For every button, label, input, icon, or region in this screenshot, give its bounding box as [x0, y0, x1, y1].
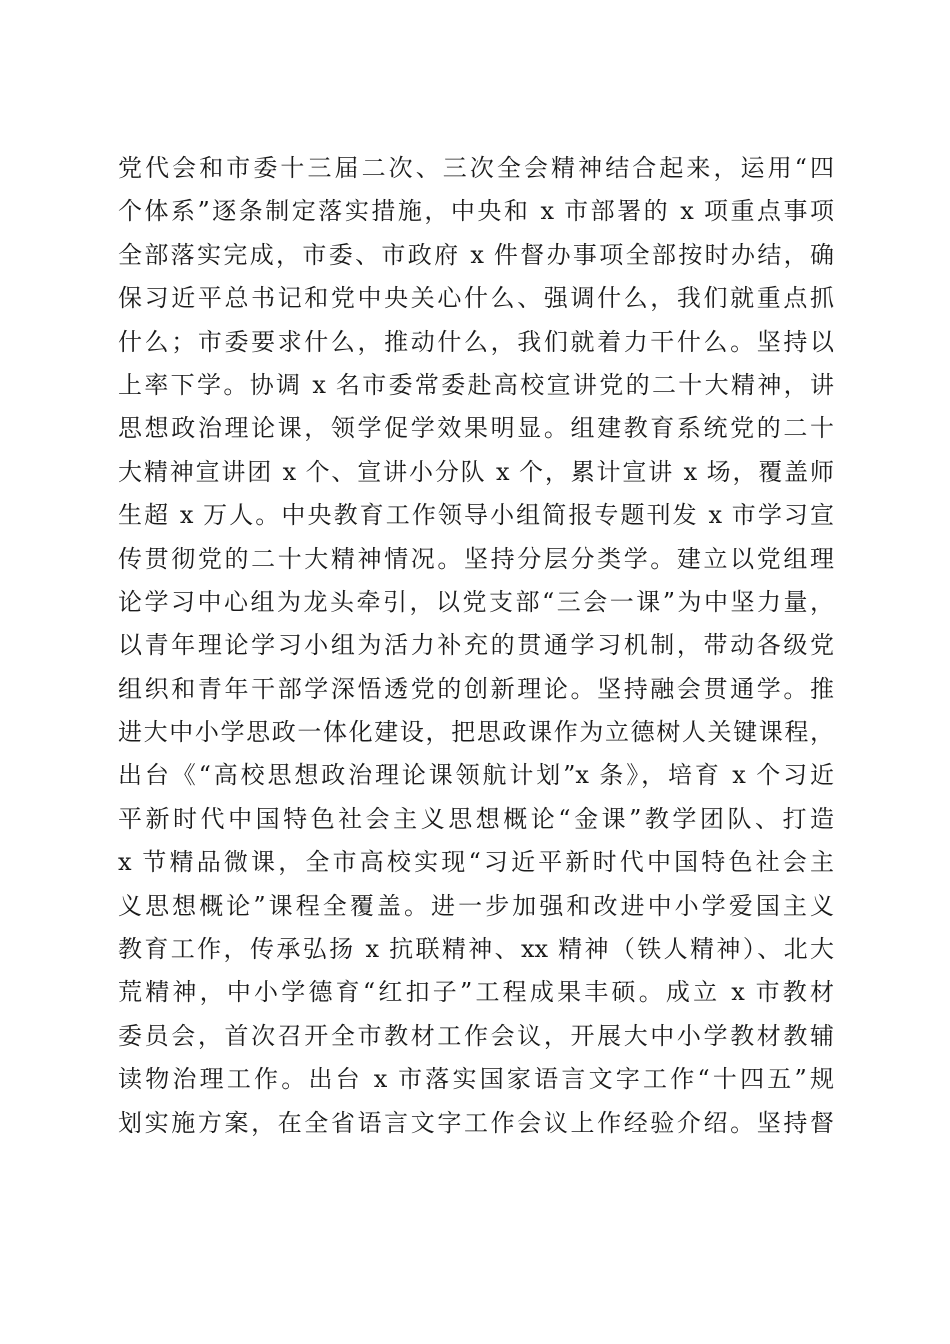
text-line: 全部落实完成，市委、市政府 x 件督办事项全部按时办结，确: [118, 240, 834, 269]
text-line: 传贯彻党的二十大精神情况。坚持分层分类学。建立以党组理: [118, 544, 834, 573]
text-line: 大精神宣讲团 x 个、宣讲小分队 x 个，累计宣讲 x 场，覆盖师: [118, 457, 834, 486]
text-line: 生超 x 万人。中央教育工作领导小组简报专题刊发 x 市学习宣: [118, 501, 834, 530]
text-line: 义思想概论”课程全覆盖。进一步加强和改进中小学爱国主义: [118, 891, 834, 920]
body-paragraph: [118, 147, 834, 1145]
text-line: 论学习中心组为龙头牵引，以党支部“三会一课”为中坚力量，: [118, 587, 834, 616]
text-line: 出台《“高校思想政治理论课领航计划”x 条》，培育 x 个习近: [118, 761, 834, 790]
text-line: 委员会，首次召开全市教材工作会议，开展大中小学教材教辅: [118, 1021, 834, 1050]
text-line: 划实施方案，在全省语言文字工作会议上作经验介绍。坚持督: [118, 1108, 834, 1137]
text-line: 进大中小学思政一体化建设，把思政课作为立德树人关键课程，: [118, 718, 834, 747]
text-line: 党代会和市委十三届二次、三次全会精神结合起来，运用“四: [118, 154, 834, 182]
text-line: 上率下学。协调 x 名市委常委赴高校宣讲党的二十大精神，讲: [118, 370, 834, 399]
text-line: 荒精神，中小学德育“红扣子”工程成果丰硕。成立 x 市教材: [118, 978, 834, 1007]
text-line: 保习近平总书记和党中央关心什么、强调什么，我们就重点抓: [118, 284, 834, 313]
text-line: x 节精品微课，全市高校实现“习近平新时代中国特色社会主: [118, 848, 834, 877]
text-line: 组织和青年干部学深悟透党的创新理论。坚持融会贯通学。推: [118, 674, 834, 703]
text-line: 个体系”逐条制定落实措施，中央和 x 市部署的 x 项重点事项: [118, 197, 834, 226]
text-line: 以青年理论学习小组为活力补充的贯通学习机制，带动各级党: [118, 631, 834, 660]
text-line: 教育工作，传承弘扬 x 抗联精神、xx 精神（铁人精神）、北大: [118, 935, 834, 964]
text-line: 读物治理工作。出台 x 市落实国家语言文字工作“十四五”规: [118, 1065, 834, 1094]
text-line: 平新时代中国特色社会主义思想概论“金课”教学团队、打造: [118, 804, 834, 833]
text-line: 什么；市委要求什么，推动什么，我们就着力干什么。坚持以: [118, 327, 834, 356]
text-line: 思想政治理论课，领学促学效果明显。组建教育系统党的二十: [118, 414, 834, 443]
